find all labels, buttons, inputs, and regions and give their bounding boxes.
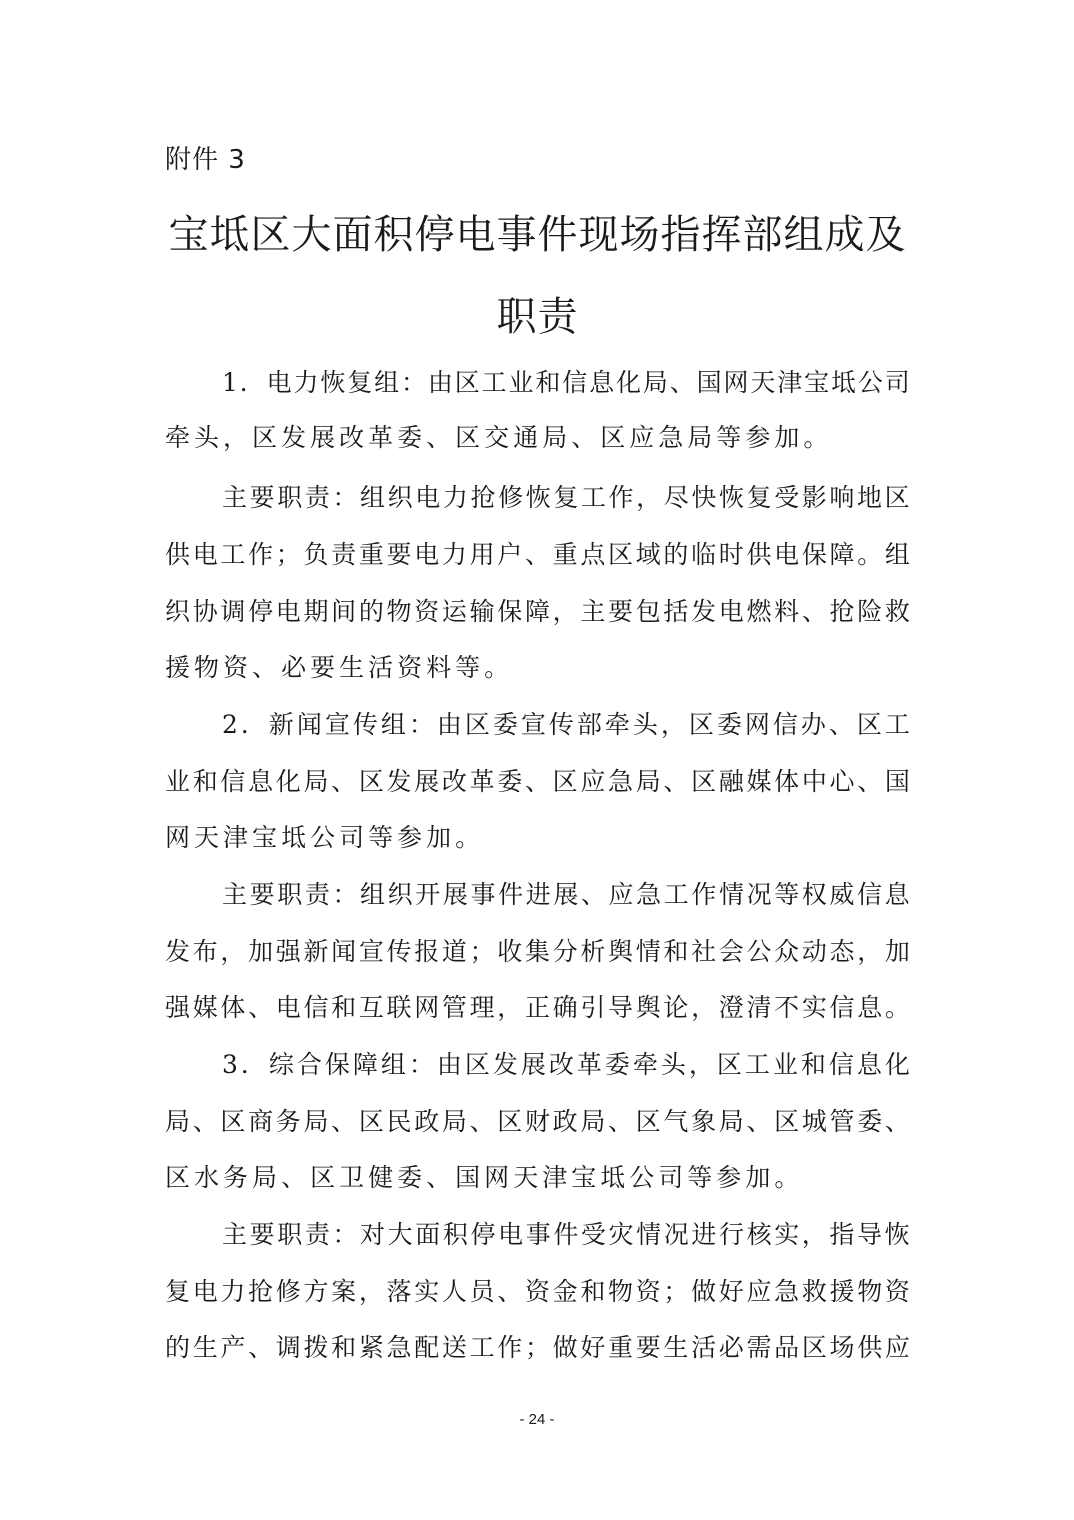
body-line: 3 ． 综 合 保 障 组 ： 由 区 发 展 改 革 委 牵 头 ， 区 工 业 和 信 息 化 [222, 1050, 910, 1079]
body-line: 发 布 ， 加 强 新 闻 宣 传 报 道 ； 收 集 分 析 舆 情 和 社 会 公 众 动 态 ， 加 [165, 937, 910, 966]
body-line: 供 电 工 作 ； 负 责 重 要 电 力 用 户 、 重 点 区 域 的 临 时 供 电 保 障 。 组 [165, 540, 910, 569]
body-line: 区 水 务 局 、 区 卫 健 委 、 国 网 天 津 宝 坻 公 司 等 参 加 。 [165, 1163, 804, 1192]
body-line: 的 生 产 、 调 拨 和 紧 急 配 送 工 作 ； 做 好 重 要 生 活 必 需 品 区 场 供 应 [165, 1333, 910, 1362]
body-line: 主 要 职 责 ： 组 织 电 力 抢 修 恢 复 工 作 ， 尽 快 恢 复 受 影 响 地 区 [222, 483, 910, 512]
document-title-line-2: 职责 [496, 294, 579, 340]
body-line: 主 要 职 责 ： 对 大 面 积 停 电 事 件 受 灾 情 况 进 行 核 实 ， 指 导 恢 [222, 1220, 910, 1249]
body-line: 主 要 职 责 ： 组 织 开 展 事 件 进 展 、 应 急 工 作 情 况 等 权 威 信 息 [222, 880, 910, 909]
document-title-line-1: 宝坻区大面积停电事件现场指挥部组成及 [168, 212, 907, 258]
body-line: 网 天 津 宝 坻 公 司 等 参 加 。 [165, 823, 485, 852]
body-line: 1 ． 电 力 恢 复 组 ： 由 区 工 业 和 信 息 化 局 、 国 网 天 津 宝 坻 公 司 [222, 368, 910, 397]
page-number: - 24 - [519, 1411, 555, 1428]
body-line: 2 ． 新 闻 宣 传 组 ： 由 区 委 宣 传 部 牵 头 ， 区 委 网 信 办 、 区 工 [222, 710, 910, 739]
body-line: 业 和 信 息 化 局 、 区 发 展 改 革 委 、 区 应 急 局 、 区 融 媒 体 中 心 、 国 [165, 767, 910, 796]
body-line: 牵 头 ， 区 发 展 改 革 委 、 区 交 通 局 、 区 应 急 局 等 参 加 。 [165, 423, 833, 452]
body-line: 织 协 调 停 电 期 间 的 物 资 运 输 保 障 ， 主 要 包 括 发 电 燃 料 、 抢 险 救 [165, 597, 910, 626]
body-line: 复 电 力 抢 修 方 案 ， 落 实 人 员 、 资 金 和 物 资 ； 做 好 应 急 救 援 物 资 [165, 1277, 910, 1306]
attachment-label: 附件 3 [165, 145, 246, 175]
body-line: 局 、 区 商 务 局 、 区 民 政 局 、 区 财 政 局 、 区 气 象 局 、 区 城 管 委 、 [165, 1107, 910, 1136]
body-line: 援 物 资 、 必 要 生 活 资 料 等 。 [165, 653, 514, 682]
body-line: 强 媒 体 、 电 信 和 互 联 网 管 理 ， 正 确 引 导 舆 论 ， 澄 清 不 实 信 息 。 [165, 993, 910, 1022]
